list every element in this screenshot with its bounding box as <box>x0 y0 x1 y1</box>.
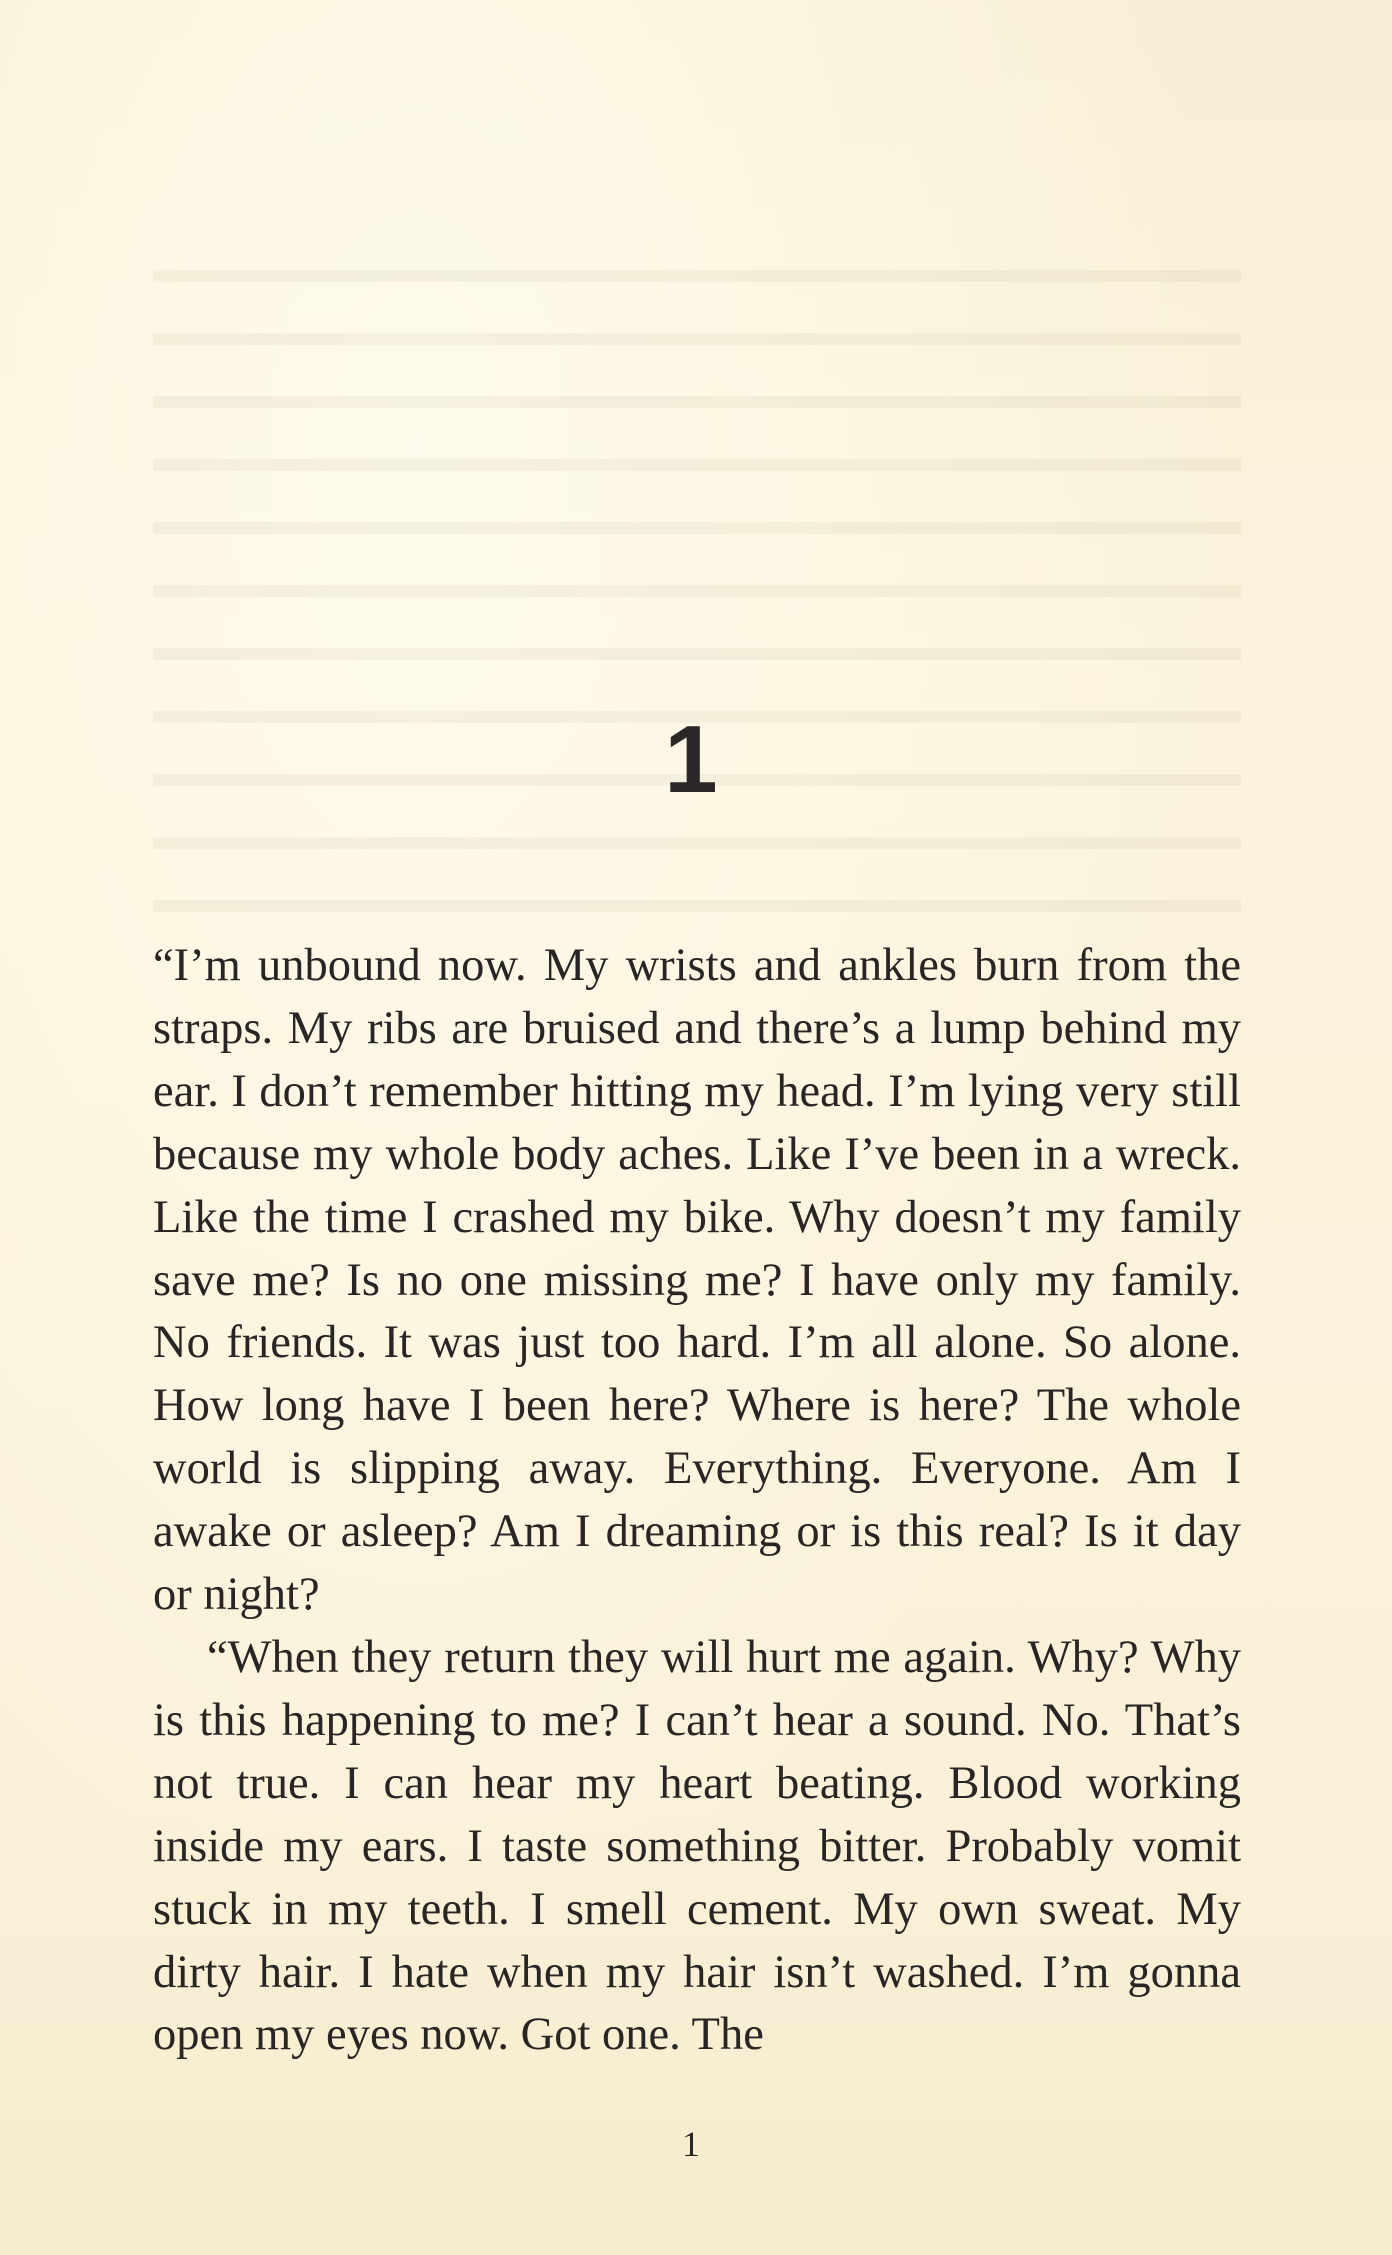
bleed-through-shadow <box>153 230 1241 930</box>
paragraph-2: “When they return they will hurt me again. Why? Why is this happening to me? I can’t hear a sound. No. That’s not true. I can hear my heart beating. Blood working inside my ears. I taste something bitter. Probably vomit stuck in my teeth. I smell cement. My own sweat. My dirty hair. I hate when my hair isn’t washed. I’m gonna open my eyes now. Got one. The <box>153 1631 1241 2061</box>
chapter-body <box>153 935 1241 2067</box>
page-number: 1 <box>682 2124 700 2164</box>
paragraph-1: “I’m unbound now. My wrists and ankles burn from the straps. My ribs are bruised and there’s a lump behind my ear. I don’t remember hitting my head. I’m lying very still because my whole body aches. Like I’ve been in a wreck. Like the time I crashed my bike. Why doesn’t my family save me? Is no one missing me? I have only my family. No friends. It was just too hard. I’m all alone. So alone. How long have I been here? Where is here? The whole world is slipping away. Everything. Everyone. Am I awake or asleep? Am I dreaming or is this real? Is it day or night? <box>153 940 1241 1621</box>
chapter-number: 1 <box>664 706 718 813</box>
